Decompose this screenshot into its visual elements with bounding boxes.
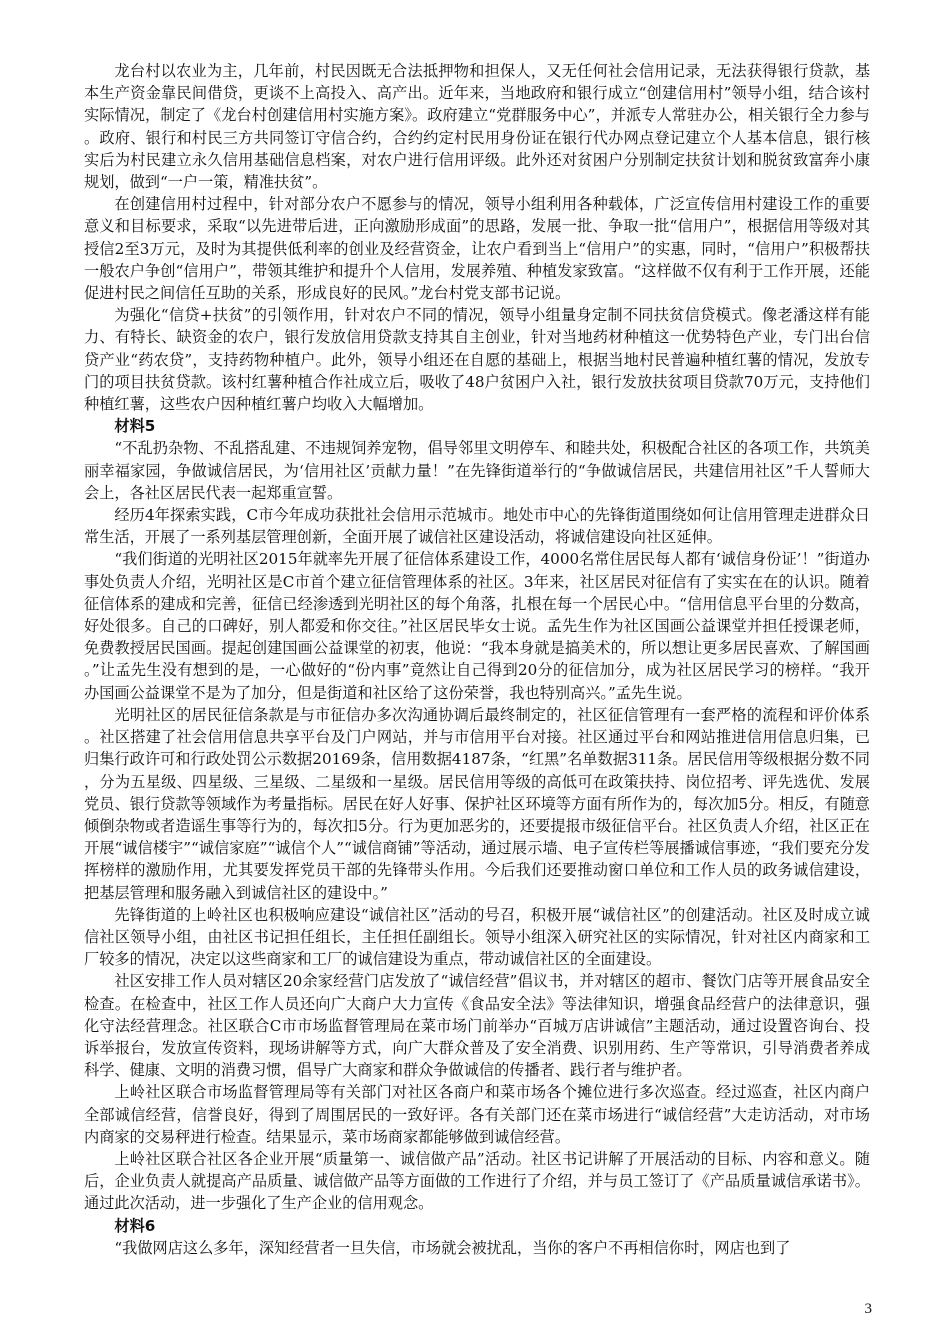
section-heading: 材料6 [114,1216,156,1235]
document-body [84,60,870,1259]
paragraph: 为强化“信贷+扶贫”的引领作用，针对农户不同的情况，领导小组量身定制不同扶贫信贷模式。像老潘这样有能力、有特长、缺资金的农户，银行发放信用贷款支持其自主创业，针对当地药材种植这一优势特色产业，专门出台信贷产业“药农贷”，支持药物种植户。此外，领导小组还在自愿的基础上，根据当地村民普遍种植红薯的情况，发放专门的项目扶贫贷款。该村红薯种植合作社成立后，吸收了48户贫困户入社，银行发放扶贫项目贷款70万元，支持他们种植红薯，这些农户因种植红薯户均收入大幅增加。 [84,306,870,414]
paragraph: 龙台村以农业为主，几年前，村民因既无合法抵押物和担保人，又无任何社会信用记录，无法获得银行贷款，基本生产资金靠民间借贷，更谈不上高投入、高产出。近年来，当地政府和银行成立“创建信用村”领导小组，结合该村实际情况，制定了《龙台村创建信用村实施方案》。政府建立“党群服务中心”，并派专人常驻办公，相关银行全力参与。政府、银行和村民三方共同签订守信合约，合约约定村民用身份证在银行代办网点登记建立个人基本信息，银行核实后为村民建立永久信用基础信息档案，对农户进行信用评级。此外还对贫困户分别制定扶贫计划和脱贫致富奔小康规划，做到“一户一策，精准扶贫”。 [84,62,870,192]
paragraph: “我们街道的光明社区2015年就率先开展了征信体系建设工作，4000名常住居民每人都有‘诚信身份证’！”街道办事处负责人介绍，光明社区是C市首个建立征信管理体系的社区。3年来，社区居民对征信有了实实在在的认识。随着征信体系的建成和完善，征信已经渗透到光明社区的每个角落，扎根在每一个居民心中。“信用信息平台里的分数高，好处很多。自己的口碑好，别人都爱和你交往。”社区居民毕女士说。孟先生作为社区国画公益课堂并担任授课老师，免费教授居民国画。提起创建国画公益课堂的初衷，他说：“我本身就是搞美术的，所以想让更多居民喜欢、了解国画。”让孟先生没有想到的是，一心做好的“份内事”竟然让自己得到20分的征信加分，成为社区居民学习的榜样。“我开办国画公益课堂不是为了加分，但是街道和社区给了这份荣誉，我也特别高兴。”孟先生说。 [84,550,870,702]
paragraph: 上岭社区联合市场监督管理局等有关部门对社区各商户和菜市场各个摊位进行多次巡查。经过巡查，社区内商户全部诚信经营，信誉良好，得到了周围居民的一致好评。各有关部门还在菜市场进行“诚信经营”大走访活动，对市场内商家的交易秤进行检查。结果显示，菜市场商家都能够做到诚信经营。 [84,1083,870,1146]
paragraph: 在创建信用村过程中，针对部分农户不愿参与的情况，领导小组利用各种载体，广泛宣传信用村建设工作的重要意义和目标要求，采取“以先进带后进，正向激励形成面”的思路，发展一批、争取一批“信用户”，根据信用等级对其授信2至3万元，及时为其提供低利率的创业及经营资金，让农户看到当上“信用户”的实惠，同时，“信用户”积极帮扶一般农户争创“信用户”，带领其维护和提升个人信用，发展养殖、种植发家致富。“这样做不仅有利于工作开展，还能促进村民之间信任互助的关系，形成良好的民风。”龙台村党支部书记说。 [84,195,870,303]
section-heading: 材料5 [114,417,156,436]
paragraph: 经历4年探索实践，C市今年成功获批社会信用示范城市。地处市中心的先锋街道围绕如何让信用管理走进群众日常生活，开展了一系列基层管理创新，全面开展了诚信社区建设活动，将诚信建设向社区延伸。 [84,506,870,547]
paragraph: 先锋街道的上岭社区也积极响应建设“诚信社区”活动的号召，积极开展“诚信社区”的创建活动。社区及时成立诚信社区领导小组，由社区书记担任组长，主任担任副组长。领导小组深入研究社区的实际情况，针对社区内商家和工厂较多的情况，决定以这些商家和工厂的诚信建设为重点，带动诚信社区的全面建设。 [84,905,870,969]
paragraph: “我做网店这么多年，深知经营者一旦失信，市场就会被扰乱，当你的客户不再相信你时，网店也到了 [114,1238,791,1257]
paragraph: “不乱扔杂物、不乱搭乱建、不违规饲养宠物，倡导邻里文明停车、和睦共处，积极配合社区的各项工作，共筑美丽幸福家园，争做诚信居民，为‘信用社区’贡献力量！”在先锋街道举行的“争做诚信居民，共建信用社区”千人誓师大会上，各社区居民代表一起郑重宣誓。 [84,439,870,502]
page-number: 3 [864,1301,872,1317]
paragraph: 上岭社区联合社区各企业开展“质量第一、诚信做产品”活动。社区书记讲解了开展活动的目标、内容和意义。随后，企业负责人就提高产品质量、诚信做产品等方面做的工作进行了介绍，并与员工签订了《产品质量诚信承诺书》。通过此次活动，进一步强化了生产企业的信用观念。 [84,1149,870,1213]
paragraph: 社区安排工作人员对辖区20余家经营门店发放了“诚信经营”倡议书，并对辖区的超市、餐饮门店等开展食品安全检查。在检查中，社区工作人员还向广大商户大力宣传《食品安全法》等法律知识，增强食品经营户的法律意识，强化守法经营理念。社区联合C市市场监督管理局在菜市场门前举办“百城万店讲诚信”主题活动，通过设置咨询台、投诉举报台，发放宣传资料，现场讲解等方式，向广大群众普及了安全消费、识别用药、生产等常识，引导消费者养成科学、健康、文明的消费习惯，倡导广大商家和群众争做诚信的传播者、践行者与维护者。 [84,972,870,1080]
paragraph: 光明社区的居民征信条款是与市征信办多次沟通协调后最终制定的，社区征信管理有一套严格的流程和评价体系。社区搭建了社会信用信息共享平台及门户网站，并与市信用平台对接。社区通过平台和网站推进信用信息归集，已归集行政许可和行政处罚公示数据20169条，信用数据4187条，“红黑”名单数据311条。居民信用等级根据分数不同，分为五星级、四星级、三星级、二星级和一星级。居民信用等级的高低可在政策扶持、岗位招考、评先选优、发展党员、银行贷款等领域作为考量指标。居民在好人好事、保护社区环境等方面有所作为的，每次加5分。相反，有随意倾倒杂物或者造谣生事等行为的，每次扣5分。行为更加恶劣的，还要提报市级征信平台。社区负责人介绍，社区正在开展“诚信楼宇”“诚信家庭”“诚信个人”“诚信商铺”等活动，通过展示墙、电子宣传栏等展播诚信事迹，“我们要充分发挥榜样的激励作用，尤其要发挥党员干部的先锋带头作用。今后我们还要推动窗口单位和工作人员的政务诚信建设，把基层管理和服务融入到诚信社区的建设中。” [84,705,870,902]
